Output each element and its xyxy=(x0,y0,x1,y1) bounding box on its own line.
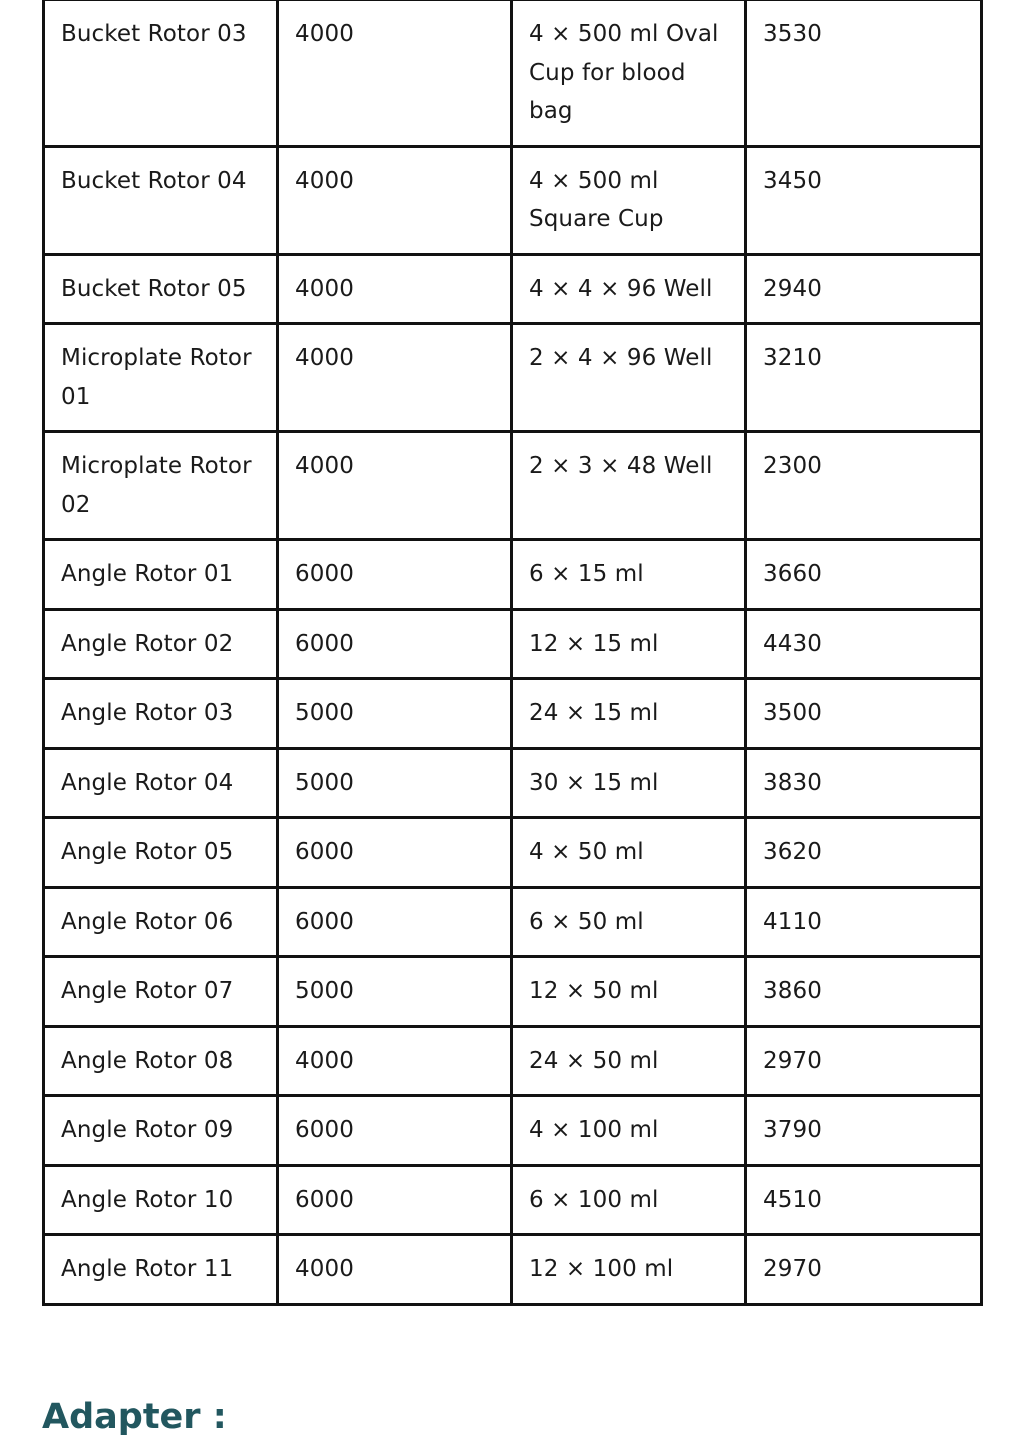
rcf-cell: 4430 xyxy=(746,609,982,679)
capacity-cell: 2 × 3 × 48 Well xyxy=(512,432,746,540)
capacity-cell: 4 × 4 × 96 Well xyxy=(512,254,746,324)
rcf-cell: 3660 xyxy=(746,540,982,610)
max-speed-cell: 6000 xyxy=(278,540,512,610)
capacity-cell: 12 × 50 ml xyxy=(512,957,746,1027)
max-speed-cell: 4000 xyxy=(278,254,512,324)
capacity-cell: 4 × 50 ml xyxy=(512,818,746,888)
rotor-name-cell: Microplate Rotor 02 xyxy=(44,432,278,540)
table-row xyxy=(44,146,982,254)
capacity-cell: 12 × 100 ml xyxy=(512,1235,746,1305)
adapter-heading: Adapter : xyxy=(42,1397,227,1437)
rotor-name-cell: Bucket Rotor 04 xyxy=(44,146,278,254)
rotor-name-cell: Angle Rotor 02 xyxy=(44,609,278,679)
max-speed-cell: 6000 xyxy=(278,887,512,957)
capacity-cell: 6 × 100 ml xyxy=(512,1165,746,1235)
table-row xyxy=(44,818,982,888)
rotor-name-cell: Angle Rotor 09 xyxy=(44,1096,278,1166)
rcf-cell: 3790 xyxy=(746,1096,982,1166)
rcf-cell: 3530 xyxy=(746,0,982,146)
table-row xyxy=(44,0,982,146)
capacity-cell: 6 × 50 ml xyxy=(512,887,746,957)
capacity-cell: 4 × 500 ml Oval Cup for blood bag xyxy=(512,0,746,146)
table-row xyxy=(44,540,982,610)
table-row xyxy=(44,679,982,749)
rotor-name-cell: Angle Rotor 03 xyxy=(44,679,278,749)
rotor-table-body xyxy=(44,0,982,1304)
rcf-cell: 3210 xyxy=(746,324,982,432)
rotor-name-cell: Bucket Rotor 05 xyxy=(44,254,278,324)
rcf-cell: 3860 xyxy=(746,957,982,1027)
rcf-cell: 2940 xyxy=(746,254,982,324)
capacity-cell: 4 × 500 ml Square Cup xyxy=(512,146,746,254)
table-row xyxy=(44,887,982,957)
table-row xyxy=(44,1096,982,1166)
rotor-table-container xyxy=(42,0,980,1306)
rcf-cell: 4510 xyxy=(746,1165,982,1235)
table-row xyxy=(44,609,982,679)
rcf-cell: 3620 xyxy=(746,818,982,888)
max-speed-cell: 5000 xyxy=(278,748,512,818)
max-speed-cell: 4000 xyxy=(278,432,512,540)
rotor-name-cell: Angle Rotor 04 xyxy=(44,748,278,818)
max-speed-cell: 6000 xyxy=(278,1165,512,1235)
rcf-cell: 2970 xyxy=(746,1026,982,1096)
capacity-cell: 12 × 15 ml xyxy=(512,609,746,679)
rcf-cell: 3450 xyxy=(746,146,982,254)
table-row xyxy=(44,254,982,324)
max-speed-cell: 6000 xyxy=(278,818,512,888)
rcf-cell: 3830 xyxy=(746,748,982,818)
table-row xyxy=(44,1165,982,1235)
table-row xyxy=(44,432,982,540)
rotor-name-cell: Angle Rotor 06 xyxy=(44,887,278,957)
table-row xyxy=(44,957,982,1027)
max-speed-cell: 6000 xyxy=(278,1096,512,1166)
rotor-name-cell: Angle Rotor 01 xyxy=(44,540,278,610)
capacity-cell: 4 × 100 ml xyxy=(512,1096,746,1166)
rotor-name-cell: Microplate Rotor 01 xyxy=(44,324,278,432)
capacity-cell: 24 × 50 ml xyxy=(512,1026,746,1096)
rotor-specs-table xyxy=(42,0,983,1306)
capacity-cell: 6 × 15 ml xyxy=(512,540,746,610)
capacity-cell: 24 × 15 ml xyxy=(512,679,746,749)
max-speed-cell: 4000 xyxy=(278,324,512,432)
max-speed-cell: 6000 xyxy=(278,609,512,679)
capacity-cell: 2 × 4 × 96 Well xyxy=(512,324,746,432)
rcf-cell: 3500 xyxy=(746,679,982,749)
max-speed-cell: 5000 xyxy=(278,957,512,1027)
table-row xyxy=(44,1235,982,1305)
rotor-name-cell: Angle Rotor 07 xyxy=(44,957,278,1027)
table-row xyxy=(44,324,982,432)
max-speed-cell: 4000 xyxy=(278,1235,512,1305)
table-row xyxy=(44,1026,982,1096)
max-speed-cell: 4000 xyxy=(278,1026,512,1096)
max-speed-cell: 5000 xyxy=(278,679,512,749)
table-row xyxy=(44,748,982,818)
rotor-name-cell: Bucket Rotor 03 xyxy=(44,0,278,146)
max-speed-cell: 4000 xyxy=(278,0,512,146)
rotor-name-cell: Angle Rotor 11 xyxy=(44,1235,278,1305)
rcf-cell: 2300 xyxy=(746,432,982,540)
rotor-name-cell: Angle Rotor 10 xyxy=(44,1165,278,1235)
rcf-cell: 2970 xyxy=(746,1235,982,1305)
capacity-cell: 30 × 15 ml xyxy=(512,748,746,818)
max-speed-cell: 4000 xyxy=(278,146,512,254)
rotor-name-cell: Angle Rotor 05 xyxy=(44,818,278,888)
rotor-name-cell: Angle Rotor 08 xyxy=(44,1026,278,1096)
rcf-cell: 4110 xyxy=(746,887,982,957)
